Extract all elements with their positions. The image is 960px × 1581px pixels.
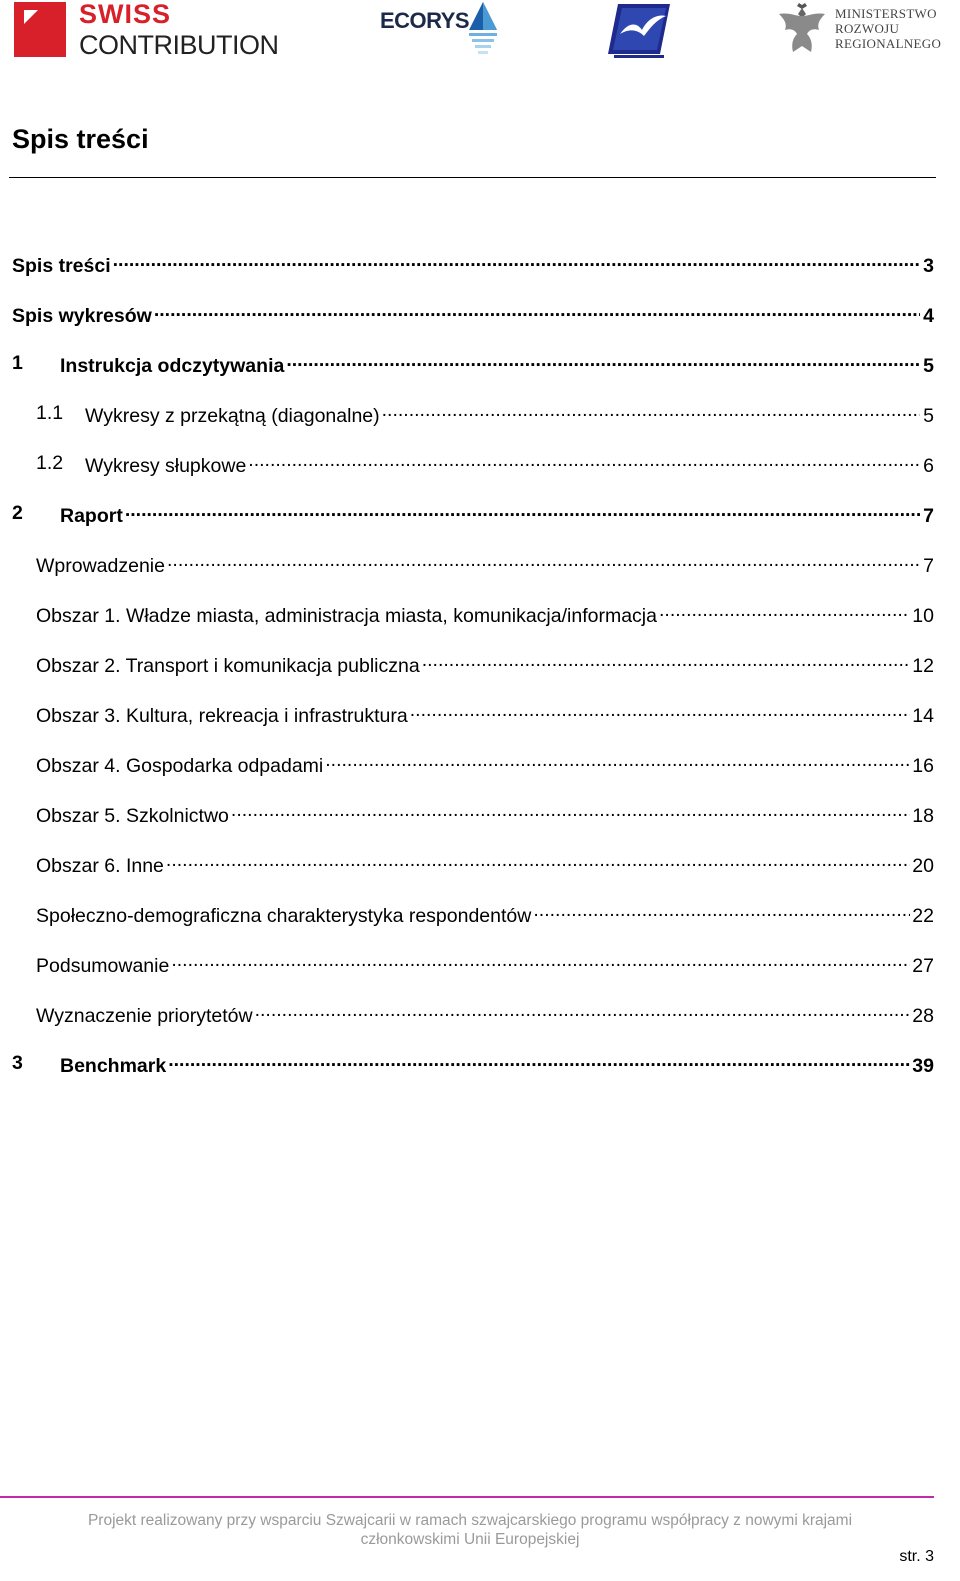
toc-entry-page: 5 — [923, 405, 934, 427]
toc-entry-title: Instrukcja odczytywania — [60, 355, 285, 377]
toc-entry-number: 2 — [12, 502, 23, 524]
toc-entry-number: 1 — [12, 352, 23, 374]
ecorys-logo-text: ECORYS — [380, 8, 470, 33]
toc-entry-title: Społeczno-demograficzna charakterystyka respondentów — [36, 905, 532, 927]
swiss-logo-line1: SWISS — [79, 0, 172, 29]
toc-entry-title: Spis treści — [12, 255, 111, 277]
toc-dot-leader — [166, 852, 910, 872]
toc-entry[interactable] — [0, 840, 934, 890]
footer-line-1: Projekt realizowany przy wsparciu Szwajcarii w ramach szwajcarskiego programu współpracy z nowymi krajami — [87, 1512, 853, 1529]
toc-entry-page: 14 — [912, 705, 934, 727]
toc-entry-page: 7 — [923, 505, 934, 527]
toc-entry[interactable] — [0, 990, 934, 1040]
toc-entry[interactable] — [0, 290, 934, 340]
toc-entry-title: Wykresy słupkowe — [85, 455, 247, 477]
toc-dot-leader — [255, 1002, 911, 1022]
toc-entry[interactable] — [0, 640, 934, 690]
toc-entry-title: Obszar 5. Szkolnictwo — [36, 805, 229, 827]
toc-entry[interactable] — [0, 440, 934, 490]
toc-entry-title: Obszar 3. Kultura, rekreacja i infrastruktura — [36, 705, 408, 727]
toc-entry-title: Obszar 2. Transport i komunikacja publiczna — [36, 655, 420, 677]
toc-entry-page: 20 — [912, 855, 934, 877]
page-title: Spis treści — [12, 124, 149, 154]
footer-divider — [0, 1496, 934, 1498]
toc-entry-page: 22 — [912, 905, 934, 927]
toc-entry-number: 1.1 — [36, 402, 64, 424]
toc-entry-page: 16 — [912, 755, 934, 777]
page-number: str. 3 — [899, 1548, 934, 1565]
toc-entry-page: 10 — [912, 605, 934, 627]
toc-dot-leader — [410, 702, 911, 722]
toc-entry-number: 3 — [12, 1052, 23, 1074]
toc-entry[interactable] — [0, 740, 934, 790]
footer-line-2: członkowskimi Unii Europejskiej — [360, 1531, 580, 1548]
ministry-logo — [775, 2, 960, 60]
toc-dot-leader — [113, 252, 920, 272]
toc-dot-leader — [422, 652, 911, 672]
toc-dot-leader — [286, 352, 920, 372]
toc-dot-leader — [325, 752, 910, 772]
toc-dot-leader — [382, 402, 920, 422]
toc-dot-leader — [171, 952, 910, 972]
toc-entry-title: Wyznaczenie priorytetów — [36, 1005, 253, 1027]
toc-entry-page: 6 — [923, 455, 934, 477]
toc-entry-title: Obszar 6. Inne — [36, 855, 164, 877]
ecorys-logo — [380, 2, 510, 60]
toc-entry-title: Benchmark — [60, 1055, 167, 1077]
toc-dot-leader — [248, 452, 920, 472]
ministry-logo-line2: ROZWOJU — [835, 21, 900, 36]
toc-entry-title: Podsumowanie — [36, 955, 170, 977]
toc-entry[interactable] — [0, 340, 934, 390]
toc-entry-page: 39 — [912, 1055, 934, 1077]
toc-entry[interactable] — [0, 790, 934, 840]
toc-entry[interactable] — [0, 490, 934, 540]
swiss-flag-icon — [14, 2, 66, 57]
swiss-logo-line2: CONTRIBUTION — [79, 30, 279, 60]
toc-dot-leader — [154, 302, 920, 322]
toc-entry[interactable] — [0, 590, 934, 640]
title-divider — [9, 177, 936, 178]
toc-entry-page: 4 — [923, 305, 934, 327]
toc-entry[interactable] — [0, 390, 934, 440]
toc-entry-title: Obszar 4. Gospodarka odpadami — [36, 755, 324, 777]
toc-entry[interactable] — [0, 690, 934, 740]
toc-dot-leader — [125, 502, 920, 522]
seagull-emblem-icon — [604, 2, 674, 60]
toc-entry-page: 5 — [923, 355, 934, 377]
toc-entry-page: 18 — [912, 805, 934, 827]
ministry-logo-line1: MINISTERSTWO — [835, 6, 937, 21]
page-header — [0, 0, 960, 70]
toc-dot-leader — [231, 802, 910, 822]
footer-text — [0, 1511, 940, 1549]
toc-entry[interactable] — [0, 240, 934, 290]
toc-entry[interactable] — [0, 540, 934, 590]
toc-entry-page: 28 — [912, 1005, 934, 1027]
ministry-logo-line3: REGIONALNEGO — [835, 36, 942, 51]
toc-entry-page: 27 — [912, 955, 934, 977]
polish-eagle-icon — [775, 2, 829, 58]
toc-entry-title: Wprowadzenie — [36, 555, 165, 577]
bird-emblem-logo — [604, 2, 674, 60]
toc-dot-leader — [167, 552, 920, 572]
toc-entry[interactable] — [0, 890, 934, 940]
swiss-contribution-logo — [14, 2, 284, 60]
toc-entry-title: Raport — [60, 505, 123, 527]
toc-entry[interactable] — [0, 1040, 934, 1090]
toc-entry-title: Wykresy z przekątną (diagonalne) — [85, 405, 380, 427]
toc-entry-page: 3 — [923, 255, 934, 277]
ecorys-sail-icon — [468, 2, 498, 58]
toc-dot-leader — [533, 902, 910, 922]
toc-entry-page: 7 — [923, 555, 934, 577]
toc-entry[interactable] — [0, 940, 934, 990]
toc-entry-number: 1.2 — [36, 452, 64, 474]
toc-dot-leader — [659, 602, 910, 622]
toc-entry-title: Spis wykresów — [12, 305, 152, 327]
toc-entry-page: 12 — [912, 655, 934, 677]
toc-entry-title: Obszar 1. Władze miasta, administracja miasta, komunikacja/informacja — [36, 605, 657, 627]
toc-dot-leader — [168, 1052, 910, 1072]
